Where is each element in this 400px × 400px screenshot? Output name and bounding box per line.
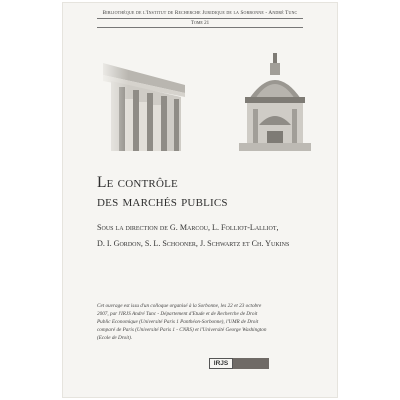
authors-block bbox=[97, 220, 333, 251]
top-rule bbox=[97, 18, 303, 19]
note-line-1: Cet ouvrage est issu d'un colloque organisé à la Sorbonne, les 22 et 23 octobre bbox=[97, 303, 262, 309]
book-title bbox=[97, 173, 228, 211]
colloquium-note bbox=[97, 303, 333, 343]
publisher-logo: IRJS bbox=[209, 358, 233, 369]
tome-rule bbox=[97, 27, 303, 28]
title-line-1: Le contrôle bbox=[97, 174, 178, 191]
authors-line-1: Sous la direction de G. Marcou, L. Folliot-Lalliot, bbox=[97, 223, 279, 232]
sorbonne-building-photo-left bbox=[97, 39, 187, 151]
title-line-2: des marchés publics bbox=[97, 193, 228, 210]
book-cover bbox=[62, 2, 338, 398]
note-line-4: comparé de Paris (Université Paris 1 - CNRS) et l'Université George Washington bbox=[97, 326, 267, 333]
note-line-5: (Ecole de Droit). bbox=[97, 334, 133, 341]
series-title: Bibliothèque de l'Institut de Recherche Juridique de la Sorbonne - André Tunc bbox=[102, 10, 298, 16]
tome-number: Tome 21 bbox=[190, 21, 210, 26]
note-line-3: Public Economique (Université Paris 1 Panthéon-Sorbonne), l'UMR de Droit bbox=[97, 318, 259, 325]
note-line-2: 2007, par l'IRJS André Tunc - Département d'Etude et de Recherche de Droit bbox=[97, 310, 258, 317]
sorbonne-chapel-dome-photo bbox=[239, 53, 311, 151]
authors-line-2: D. I. Gordon, S. L. Schooner, J. Schwartz et Ch. Yukins bbox=[97, 238, 290, 248]
publisher-logo-bar bbox=[233, 358, 269, 369]
